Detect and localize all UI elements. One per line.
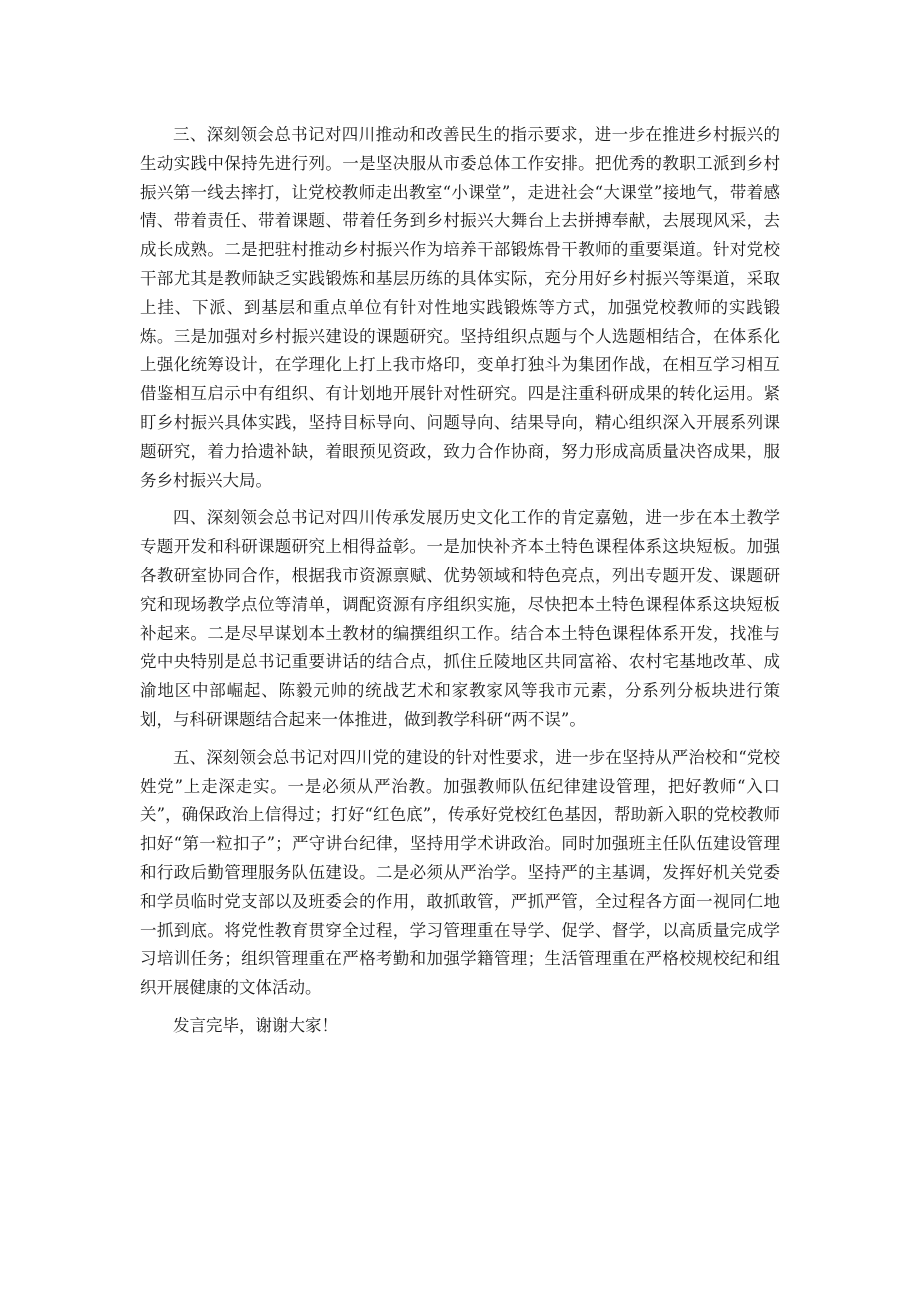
paragraph-3-rural-revitalization: 三、深刻领会总书记对四川推动和改善民生的指示要求，进一步在推进乡村振兴的生动实践中保持先进行列。一是坚决服从市委总体工作安排。把优秀的教职工派到乡村振兴第一线去摔打，让党校教师走出教室“小课堂”，走进社会“大课堂”接地气，带着感情、带着责任、带着课题、带着任务到乡村振兴大舞台上去拼搏奉献，去展现风采，去成长成熟。二是把驻村推动乡村振兴作为培养干部锻炼骨干教师的重要渠道。针对党校干部尤其是教师缺乏实践锻炼和基层历练的具体实际，充分用好乡村振兴等渠道，采取上挂、下派、到基层和重点单位有针对性地实践锻炼等方式，加强党校教师的实践锻炼。三是加强对乡村振兴建设的课题研究。坚持组织点题与个人选题相结合，在体系化上强化统筹设计，在学理化上打上我市烙印，变单打独斗为集团作战，在相互学习相互借鉴相互启示中有组织、有计划地开展针对性研究。四是注重科研成果的转化运用。紧盯乡村振兴具体实践，坚持目标导向、问题导向、结果导向，精心组织深入开展系列课题研究，着力拾遗补缺，着眼预见资政，致力合作协商，努力形成高质量决咨成果，服务乡村振兴大局。 [140, 125, 780, 490]
paragraph-4-local-culture: 四、深刻领会总书记对四川传承发展历史文化工作的肯定嘉勉，进一步在本土教学专题开发和科研课题研究上相得益彰。一是加快补齐本土特色课程体系这块短板。加强各教研室协同合作，根据我市资源禀赋、优势领域和特色亮点，列出专题开发、课题研究和现场教学点位等清单，调配资源有序组织实施，尽快把本土特色课程体系这块短板补起来。二是尽早谋划本土教材的编撰组织工作。结合本土特色课程体系开发，找准与党中央特别是总书记重要讲话的结合点，抓住丘陵地区共同富裕、农村宅基地改革、成渝地区中部崛起、陈毅元帅的统战艺术和家教家风等我市元素，分系列分板块进行策划，与科研课题结合起来一体推进，做到教学科研“两不误”。 [140, 508, 780, 729]
paragraph-5-party-building: 五、深刻领会总书记对四川党的建设的针对性要求，进一步在坚持从严治校和“党校姓党”上走深走实。一是必须从严治教。加强教师队伍纪律建设管理，把好教师“入口关”，确保政治上信得过；打好“红色底”，传承好党校红色基因，帮助新入职的党校教师扣好“第一粒扣子”；严守讲台纪律，坚持用学术讲政治。同时加强班主任队伍建设管理和行政后勤管理服务队伍建设。二是必须从严治学。坚持严的主基调，发挥好机关党委和学员临时党支部以及班委会的作用，敢抓敢管，严抓严管，全过程各方面一视同仁地一抓到底。将党性教育贯穿全过程，学习管理重在导学、促学、督学，以高质量完成学习培训任务；组织管理重在严格考勤和加强学籍管理；生活管理重在严格校规校纪和组织开展健康的文体活动。 [140, 747, 780, 998]
document-body [140, 121, 780, 1050]
closing-remark: 发言完毕，谢谢大家！ [173, 1015, 338, 1035]
